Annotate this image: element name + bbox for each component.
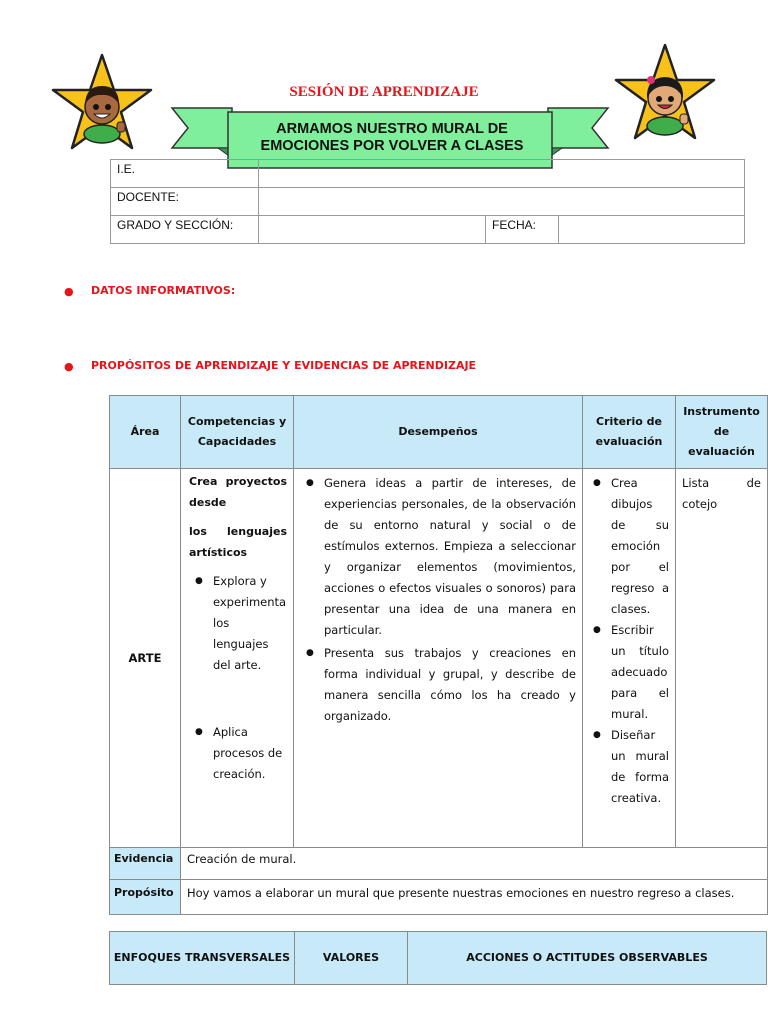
section-propositos: PROPÓSITOS DE APRENDIZAJE Y EVIDENCIAS DE APRENDIZAJE [91, 359, 477, 372]
bullet-icon: ● [64, 360, 74, 373]
section-datos-informativos: DATOS INFORMATIVOS: [91, 284, 236, 297]
header-area: Área [110, 396, 181, 469]
evidencia-text: Creación de mural. [181, 848, 768, 880]
banner-line-1: ARMAMOS NUESTRO MURAL DE [276, 121, 508, 137]
session-title: SESIÓN DE APRENDIZAJE [289, 84, 479, 100]
proposito-text: Hoy vamos a elaborar un mural que presente nuestras emociones en nuestro regreso a clases. [181, 880, 768, 915]
docente-label: DOCENTE: [111, 188, 259, 216]
list-item: ● Presenta sus trabajos y creaciones en forma individual y grupal, y describe de manera sencilla cómo los ha creado y organizado. [324, 643, 576, 727]
desempenos-list [304, 473, 576, 727]
list-item: ● Crea dibujos de su emoción por el regreso a clases. [611, 473, 669, 620]
area-cell: ARTE [110, 469, 181, 848]
enfoques-table [109, 931, 767, 985]
propositos-table [109, 395, 768, 915]
criterios-cell [583, 469, 676, 848]
header-desempenos: Desempeños [294, 396, 583, 469]
header-instrumento: Instrumento de evaluación [676, 396, 768, 469]
competencia-title-2: los lenguajes artísticos [189, 525, 287, 559]
info-table [110, 159, 745, 244]
header-acciones: ACCIONES O ACTITUDES OBSERVABLES [408, 932, 767, 985]
list-item: ● Genera ideas a partir de intereses, de experiencias personales, de la observación de su entorno natural y social o de estímulos externos. Empieza a seleccionar y organizar elementos (movimientos, acciones o efectos visuales o sonoros) para presentar una idea de una manera en particular. [324, 473, 576, 641]
instrumento-cell: Lista de cotejo [676, 469, 768, 848]
banner-title [232, 121, 552, 155]
ie-field[interactable] [259, 160, 745, 188]
capacidades-list [189, 571, 287, 785]
ie-label: I.E. [111, 160, 259, 188]
list-item: ● Escribir un título adecuado para el mural. [611, 620, 669, 725]
bullet-icon: ● [64, 285, 74, 298]
list-item: ● Aplica procesos de creación. [213, 722, 287, 785]
header-criterio: Criterio de evaluación [583, 396, 676, 469]
grado-label: GRADO Y SECCIÓN: [111, 216, 259, 244]
criterios-list [591, 473, 669, 809]
fecha-label: FECHA: [486, 216, 559, 244]
list-item: ● Diseñar un mural de forma creativa. [611, 725, 669, 809]
desempenos-cell [294, 469, 583, 848]
competencias-cell [181, 469, 294, 848]
star-boy-clipart [50, 52, 154, 156]
proposito-label: Propósito [110, 880, 181, 915]
header-enfoques: ENFOQUES TRANSVERSALES [110, 932, 295, 985]
docente-field[interactable] [259, 188, 745, 216]
header-valores: VALORES [295, 932, 408, 985]
list-item: ● Explora y experimenta los lenguajes del arte. [213, 571, 287, 676]
evidencia-label: Evidencia [110, 848, 181, 880]
grado-field[interactable] [259, 216, 486, 244]
banner-line-2: EMOCIONES POR VOLVER A CLASES [260, 138, 524, 154]
competencia-title-1: Crea proyectos desde [189, 475, 287, 509]
fecha-field[interactable] [559, 216, 745, 244]
header-competencias: Competencias y Capacidades [181, 396, 294, 469]
